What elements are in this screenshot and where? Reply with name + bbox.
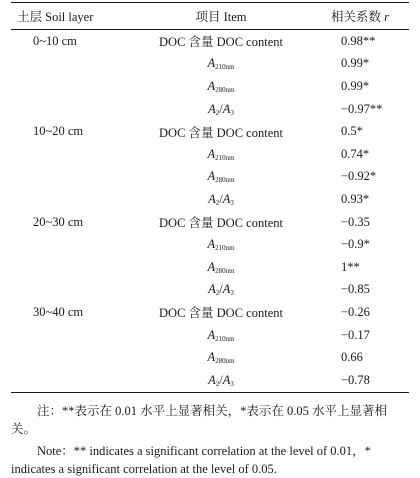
correlation-value-text: 0.74* [341, 146, 370, 161]
table-header-row [11, 3, 409, 29]
cell-item: $A_{280nm}$ [207, 169, 235, 185]
cell-correlation-value [311, 301, 409, 324]
cell-correlation-value [311, 30, 409, 53]
cell-item: $A_2/A_3$ [208, 101, 234, 117]
correlation-value-text: 1** [341, 259, 360, 274]
correlation-value-text: 0.93* [341, 191, 370, 206]
cell-item: $A_2/A_3$ [208, 282, 234, 298]
correlation-value-text: −0.78 [341, 372, 370, 387]
cell-soil-layer [11, 188, 131, 211]
header-item: 项目 Item [195, 10, 247, 24]
correlation-value-text: 0.5* [341, 124, 363, 139]
correlation-value-text: −0.97** [341, 101, 383, 116]
cell-correlation-value [311, 120, 409, 143]
header-soil-layer: 土层 Soil layer [17, 10, 94, 24]
cell-soil-layer [11, 75, 131, 98]
cell-soil-layer [11, 98, 131, 121]
cell-correlation-value [311, 98, 409, 121]
cell-soil-layer: 10~20 cm [33, 124, 84, 139]
table-row [11, 30, 409, 53]
cell-correlation-value [311, 279, 409, 302]
cell-soil-layer [11, 233, 131, 256]
cell-item: $A_{210nm}$ [207, 327, 235, 343]
correlation-value-text: −0.85 [341, 282, 370, 297]
cell-item: $A_{210nm}$ [207, 146, 235, 162]
cell-item: $A_{210nm}$ [207, 237, 235, 253]
correlation-value-text: −0.17 [341, 327, 370, 342]
table-row [11, 233, 409, 256]
cell-soil-layer [11, 369, 131, 392]
correlation-value-text: 0.66 [341, 350, 363, 365]
table-row [11, 279, 409, 302]
table-row [11, 211, 409, 234]
table-row [11, 75, 409, 98]
cell-correlation-value [311, 324, 409, 347]
cell-soil-layer [11, 143, 131, 166]
correlation-value-text: −0.92* [341, 169, 377, 184]
correlation-value-text: 0.99* [341, 56, 370, 71]
cell-correlation-value [311, 211, 409, 234]
cell-item: DOC 含量 DOC content [159, 216, 283, 231]
cell-item: DOC 含量 DOC content [159, 35, 283, 50]
correlation-value-text: −0.35 [341, 214, 370, 229]
cell-correlation-value [311, 188, 409, 211]
cell-soil-layer [11, 166, 131, 189]
cell-item: $A_{280nm}$ [207, 350, 235, 366]
cell-correlation-value [311, 53, 409, 76]
cell-item: $A_{210nm}$ [207, 56, 235, 72]
table-row [11, 346, 409, 369]
correlation-value-text: 0.98** [341, 33, 376, 48]
cell-item: DOC 含量 DOC content [159, 125, 283, 140]
table-row [11, 188, 409, 211]
header-correlation-coefficient: 相关系数 r [330, 10, 389, 24]
correlation-table [11, 0, 409, 393]
table-row [11, 98, 409, 121]
correlation-value-text: −0.9* [341, 237, 370, 252]
table-row [11, 324, 409, 347]
cell-soil-layer [11, 346, 131, 369]
cell-correlation-value [311, 75, 409, 98]
cell-soil-layer: 0~10 cm [33, 33, 77, 48]
cell-correlation-value [311, 256, 409, 279]
note-chinese: 注：**表示在 0.01 水平上显著相关，*表示在 0.05 水平上显著相关。 [11, 404, 388, 436]
cell-correlation-value [311, 166, 409, 189]
cell-soil-layer [11, 279, 131, 302]
cell-soil-layer: 30~40 cm [33, 304, 84, 319]
cell-soil-layer [11, 256, 131, 279]
table-body [11, 30, 409, 392]
table-row [11, 53, 409, 76]
table-row [11, 256, 409, 279]
table-row [11, 143, 409, 166]
cell-correlation-value [311, 346, 409, 369]
cell-item: $A_{280nm}$ [207, 78, 235, 94]
table-bottom-rule [11, 392, 409, 393]
cell-item: $A_2/A_3$ [208, 372, 234, 388]
cell-correlation-value [311, 369, 409, 392]
cell-correlation-value [311, 143, 409, 166]
table-row [11, 301, 409, 324]
cell-item: DOC 含量 DOC content [159, 306, 283, 321]
cell-soil-layer: 20~30 cm [33, 214, 84, 229]
cell-item: $A_{280nm}$ [207, 259, 235, 275]
correlation-value-text: −0.26 [341, 304, 370, 319]
correlation-value-text: 0.99* [341, 78, 370, 93]
table-row [11, 369, 409, 392]
cell-soil-layer [11, 324, 131, 347]
table-row [11, 166, 409, 189]
cell-correlation-value [311, 233, 409, 256]
cell-soil-layer [11, 53, 131, 76]
table-row [11, 120, 409, 143]
cell-item: $A_2/A_3$ [208, 191, 234, 207]
note-english: Note：** indicates a significant correlation at the level of 0.01，* indicates a significant correlation at the level of 0.05. [11, 444, 371, 476]
